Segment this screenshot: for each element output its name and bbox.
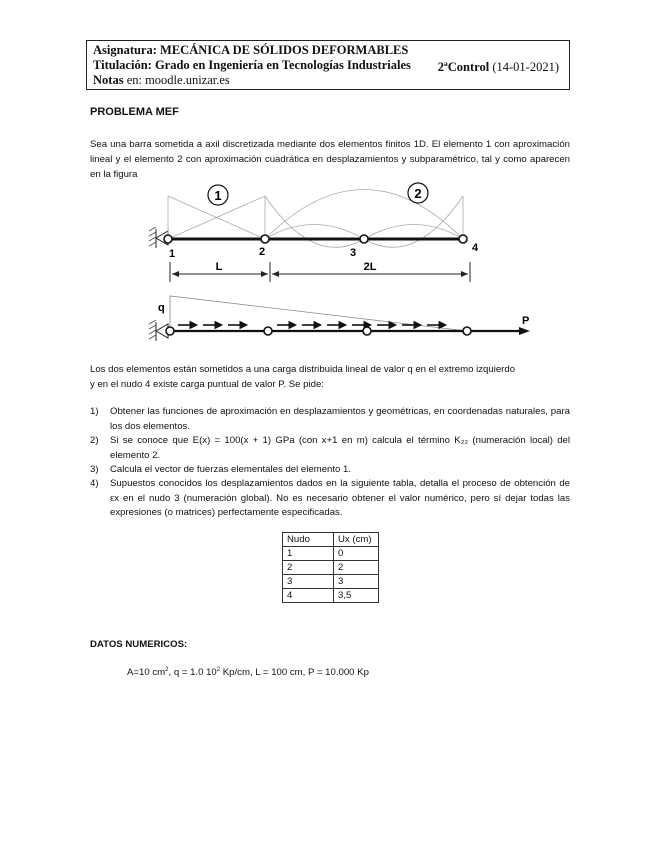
datos-q-exp: 2 bbox=[216, 667, 221, 673]
table-row bbox=[283, 589, 379, 603]
asignatura-label: Asignatura: bbox=[93, 43, 157, 57]
intro-paragraph: Sea una barra sometida a axil discretizada mediante dos elementos finitos 1D. El elemento 1 con aproximación lineal y el elemento 2 con aproximación cuadrática en desplazamientos y subparamétrico, tal y como aparecen en la figura bbox=[90, 139, 570, 180]
table-cell: 2 bbox=[334, 561, 379, 575]
table-row bbox=[283, 561, 379, 575]
table-cell: 3,5 bbox=[334, 589, 379, 603]
datos-A: A=10 cm bbox=[127, 667, 166, 679]
table-cell: 3 bbox=[334, 575, 379, 589]
asignatura-value: MECÁNICA DE SÓLIDOS DEFORMABLES bbox=[160, 43, 409, 57]
dimension-L: L bbox=[215, 261, 223, 273]
table-cell: 1 bbox=[283, 547, 334, 561]
table-row bbox=[283, 575, 379, 589]
control-label: 2ªControl bbox=[437, 60, 490, 74]
table-cell: 0 bbox=[334, 547, 379, 561]
question-number: 4) bbox=[90, 478, 99, 489]
load-q-label: q bbox=[158, 302, 165, 314]
datos-title: DATOS NUMERICOS: bbox=[90, 639, 188, 650]
node-label-1: 1 bbox=[168, 248, 176, 260]
fixed-support-icon bbox=[149, 320, 168, 341]
node-label-3: 3 bbox=[349, 247, 357, 259]
question-number: 1) bbox=[90, 406, 99, 417]
question-3 bbox=[90, 463, 570, 478]
node-1 bbox=[164, 235, 172, 243]
datos-q: , q = 1.0 10 bbox=[168, 667, 217, 679]
question-number: 2) bbox=[90, 435, 99, 446]
titulacion-value: Grado en Ingeniería en Tecnologías Industriales bbox=[154, 58, 411, 72]
question-2 bbox=[90, 434, 570, 463]
loads-line-2: y en el nudo 4 existe carga puntual de valor P. Se pide: bbox=[90, 379, 324, 390]
element-label-2: 2 bbox=[414, 186, 422, 201]
node-label-2: 2 bbox=[258, 246, 266, 258]
datos-rest: Kp/cm, L = 100 cm, P = 10.000 Kp bbox=[220, 667, 369, 679]
element-label-1: 1 bbox=[214, 188, 222, 203]
question-number: 3) bbox=[90, 464, 99, 475]
node-2 bbox=[261, 235, 269, 243]
node-3 bbox=[360, 235, 368, 243]
bar-figure bbox=[0, 0, 655, 360]
table-cell: 3 bbox=[283, 575, 334, 589]
datos-values bbox=[127, 667, 369, 678]
shape-function-q2 bbox=[265, 190, 463, 240]
loads-line-1: Los dos elementos están sometidos a una carga distribuida lineal de valor q en el extremo izquierdo bbox=[90, 364, 516, 375]
titulacion-label: Titulación: bbox=[93, 58, 152, 72]
notas-value: en: moodle.unizar.es bbox=[126, 73, 230, 87]
node-label-4: 4 bbox=[471, 242, 479, 254]
table-row bbox=[283, 547, 379, 561]
question-text: Obtener las funciones de aproximación en desplazamientos y geométricas, en coordenadas naturales, para los dos elementos. bbox=[110, 406, 570, 432]
table-header-row bbox=[283, 533, 379, 547]
dimension-2L: 2L bbox=[363, 261, 377, 273]
question-text: Calcula el vector de fuerzas elementales del elemento 1. bbox=[110, 464, 352, 475]
table-header: Nudo bbox=[283, 533, 334, 547]
load-P-label: P bbox=[522, 315, 530, 327]
control-date: (14-01-2021) bbox=[492, 60, 559, 74]
notas-label: Notas bbox=[93, 73, 124, 87]
datos-A-exp: 2 bbox=[165, 667, 169, 673]
question-text: Supuestos conocidos los desplazamientos dados en la siguiente tabla, detalla el proceso de obtención de εx en el nudo 3 (numeración global). No es necesario obtener el valor numérico, pero sí dejar todas las expresiones (o matrices) perfectamente especificadas. bbox=[110, 478, 570, 518]
load-arrows bbox=[178, 322, 446, 329]
node-4 bbox=[459, 235, 467, 243]
table-cell: 4 bbox=[283, 589, 334, 603]
table-cell: 2 bbox=[283, 561, 334, 575]
table-header: Ux (cm) bbox=[334, 533, 379, 547]
displacement-table bbox=[282, 532, 379, 603]
question-4 bbox=[90, 477, 570, 521]
question-text: Si se conoce que E(x) = 100(x + 1) GPa (con x+1 en m) calcula el término K₂₂ (numeración local) del elemento 2. bbox=[110, 435, 570, 461]
question-1 bbox=[90, 405, 570, 434]
loads-paragraph bbox=[90, 362, 580, 392]
problem-title: PROBLEMA MEF bbox=[90, 106, 179, 118]
